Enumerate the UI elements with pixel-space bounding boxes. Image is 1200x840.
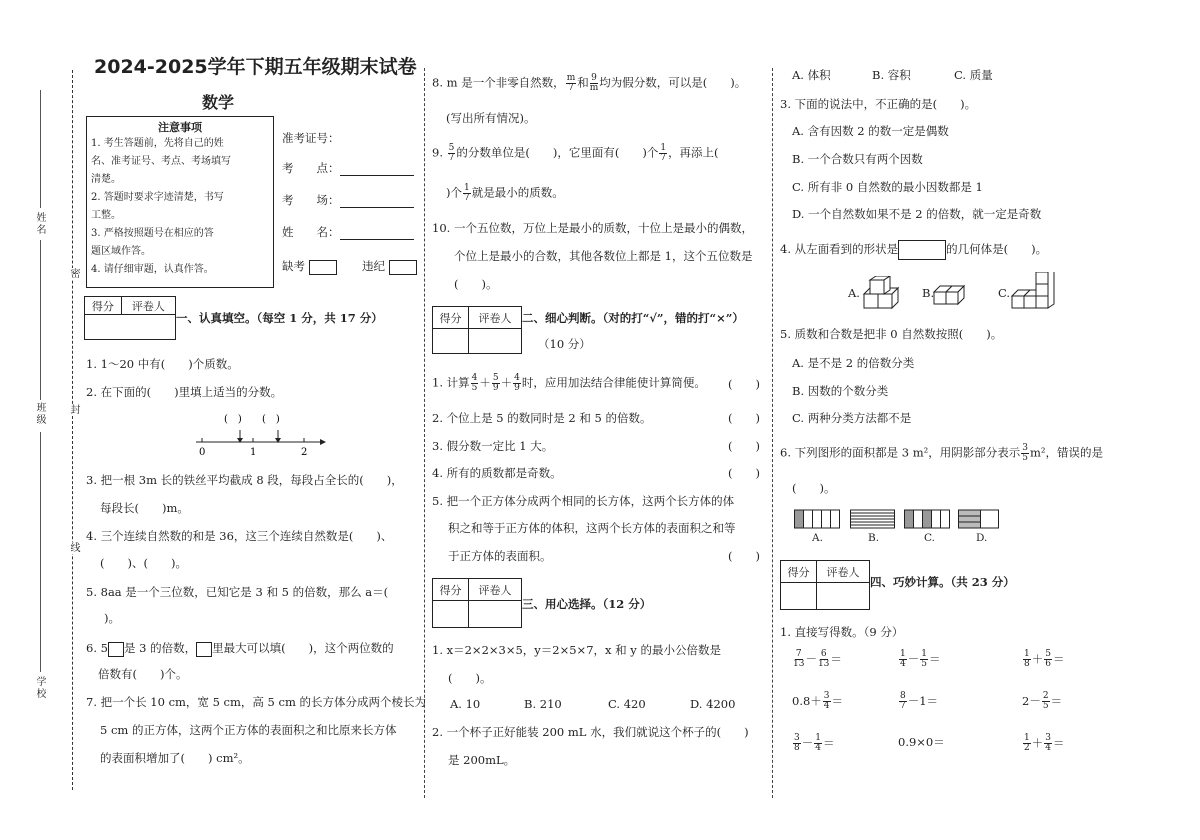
score-box-4	[780, 560, 870, 610]
judge-1: 1. 计算 $\frac{4}{5}$ ＋ $\frac{5}{9}$ ＋ $\frac{4}{9}$ 时，应用加法结合律能使计算简便。	[432, 373, 706, 393]
q4-line1: 4. 三个连续自然数的和是 36，这三个连续自然数是( )、	[86, 529, 393, 543]
q8-line2: (写出所有情况)。	[446, 111, 536, 125]
absent-field[interactable]: 缺考	[282, 258, 337, 275]
judge-1-answer[interactable]: ( )	[728, 377, 760, 391]
section-3-heading: 三、用心选择。（12 分）	[522, 597, 652, 611]
choice-6-stem: 6. 下列图形的面积都是 3 m²，用阴影部分表示 $\frac{3}{5}$ m²，错误的是	[780, 443, 1104, 463]
numline-tick-2: 2	[301, 447, 308, 458]
seal-mi: 密	[68, 268, 79, 280]
calc-title: 1. 直接写得数。（9 分）	[780, 625, 904, 639]
notice-item: 2. 答题时要求字迹清楚，书写	[91, 192, 224, 203]
choice-1-option-a[interactable]: A. 10	[450, 697, 481, 711]
choice-3-stem: 3. 下面的说法中，不正确的是( )。	[780, 97, 977, 111]
numline-blank-2: ( )	[262, 414, 280, 425]
choice-3-option-d[interactable]: D. 一个自然数如果不是 2 的倍数，就一定是奇数	[792, 207, 1042, 221]
q2: 2. 在下面的( )里填上适当的分数。	[86, 385, 283, 399]
choice-5-stem: 5. 质数和合数是把非 0 自然数按照( )。	[780, 327, 1003, 341]
grader-label: 评卷人	[468, 579, 521, 601]
judge-5-line2: 积之和等于正方体的体积，这两个长方体的表面积之和等	[448, 521, 736, 535]
choice-3-option-a[interactable]: A. 含有因数 2 的数一定是偶数	[792, 124, 949, 138]
judge-5-line3: 于正方体的表面积。	[448, 549, 552, 563]
score-label: 得分	[781, 561, 817, 583]
q6-line1: 6. 5 是 3 的倍数， 里最大可以填( )，这个两位数的	[86, 641, 394, 655]
judge-5-line1: 5. 把一个正方体分成两个相同的长方体，这两个长方体的体	[432, 494, 735, 508]
name-field[interactable]: 姓 名：	[282, 224, 414, 240]
q7-line2: 5 cm 的正方体，这两个正方体的表面积之和比原来长方体	[100, 723, 397, 737]
subject-title: 数学	[202, 93, 235, 112]
choice-2-line1: 2. 一个杯子正好能装 200 mL 水，我们就说这个杯子的( )	[432, 725, 749, 739]
choice-2-option-c[interactable]: C. 质量	[954, 68, 993, 82]
grader-label: 评卷人	[468, 307, 521, 329]
number-line	[190, 408, 330, 458]
notice-item: 3. 严格按照题号在相应的答	[91, 228, 214, 239]
numline-tick-0: 0	[199, 447, 206, 458]
center-field[interactable]: 考 点：	[282, 160, 414, 176]
calc-grid	[792, 650, 1082, 770]
choice-2-option-a[interactable]: A. 体积	[792, 68, 831, 82]
score-label: 得分	[433, 579, 469, 601]
calc-item: 0.9×0＝	[898, 735, 945, 749]
score-label: 得分	[433, 307, 469, 329]
column-separator	[424, 68, 425, 798]
side-label-class: 班级	[34, 402, 45, 426]
section-2-heading: 二、细心判断。（对的打“√”，错的打“×”）	[522, 311, 744, 325]
notice-box	[86, 116, 274, 288]
q10-line1: 10. 一个五位数，万位上是最小的质数，十位上是最小的偶数，	[432, 221, 753, 235]
calc-item: $\frac{7}{13}$ － $\frac{6}{13}$ ＝	[793, 649, 842, 669]
calc-item: 0.8＋ $\frac{3}{4}$ ＝	[792, 691, 844, 711]
notice-heading: 注意事项	[158, 121, 202, 134]
calc-item: $\frac{1}{4}$ － $\frac{1}{5}$ ＝	[900, 649, 941, 669]
q3-line2: 每段长( )m。	[100, 501, 189, 515]
choice-6-option-c[interactable]: C.	[924, 532, 935, 544]
side-line	[40, 90, 41, 208]
column-separator	[772, 68, 773, 798]
seal-feng: 封	[68, 404, 79, 416]
choice-4-option-a[interactable]: A.	[848, 286, 860, 300]
room-field[interactable]: 考 场：	[282, 192, 414, 208]
choice-1-option-c[interactable]: C. 420	[608, 697, 646, 711]
choice-6-option-a[interactable]: A.	[812, 532, 823, 544]
notice-item: 1. 考生答题前，先将自己的姓	[91, 138, 224, 149]
calc-item: $\frac{3}{8}$ － $\frac{1}{4}$ ＝	[794, 733, 835, 753]
choice-1-option-d[interactable]: D. 4200	[690, 697, 736, 711]
grader-label: 评卷人	[121, 297, 175, 315]
cube-figure-b-icon	[932, 280, 972, 310]
q9-line2: )个 $\frac{1}{7}$ 就是最小的质数。	[446, 183, 564, 203]
choice-1-line1: 1. x＝2×2×3×5，y＝2×5×7，x 和 y 的最小公倍数是	[432, 643, 721, 657]
judge-4: 4. 所有的质数都是奇数。	[432, 466, 562, 480]
digit-box	[196, 642, 212, 657]
numline-blank-1: ( )	[224, 414, 242, 425]
calc-item: 2－ $\frac{2}{5}$ ＝	[1022, 691, 1063, 711]
q3-line1: 3. 把一根 3m 长的铁丝平均截成 8 段，每段占全长的( )，	[86, 473, 403, 487]
shape-view-box	[898, 240, 946, 260]
choice-4-option-b[interactable]: B.	[922, 286, 935, 300]
judge-3: 3. 假分数一定比 1 大。	[432, 439, 554, 453]
q5-line1: 5. 8aa 是一个三位数，已知它是 3 和 5 的倍数，那么 a＝(	[86, 585, 389, 599]
grader-label: 评卷人	[816, 561, 869, 583]
ticket-label: 准考证号：	[282, 131, 340, 145]
judge-2: 2. 个位上是 5 的数同时是 2 和 5 的倍数。	[432, 411, 652, 425]
seal-xian: 线	[68, 542, 79, 554]
choice-5-option-a[interactable]: A. 是不是 2 的倍数分类	[792, 356, 915, 370]
section-2-points: （10 分）	[538, 337, 591, 351]
judge-2-answer[interactable]: ( )	[728, 411, 760, 425]
choice-1-line2: ( )。	[448, 671, 492, 685]
choice-3-option-b[interactable]: B. 一个合数只有两个因数	[792, 152, 923, 166]
q7-line3: 的表面积增加了( ) cm²。	[100, 751, 250, 765]
q8-line1: 8. m 是一个非零自然数， $\frac{m}{7}$ 和 $\frac{9}{m}$ 均为假分数，可以是( )。	[432, 73, 747, 93]
q10-line3: ( )。	[454, 277, 498, 291]
score-box-2	[432, 306, 522, 354]
q1: 1. 1～20 中有( )个质数。	[86, 357, 239, 371]
side-line	[40, 240, 41, 400]
section-4-heading: 四、巧妙计算。（共 23 分）	[870, 575, 1015, 589]
q4-line2: ( )、( )。	[100, 556, 187, 570]
score-box-1	[84, 296, 176, 340]
notice-item: 名、准考证号、考点、考场填写	[91, 156, 231, 167]
violation-field[interactable]: 违纪	[362, 258, 417, 275]
notice-items	[87, 135, 273, 279]
notice-item: 清楚。	[91, 174, 121, 185]
judge-5-answer[interactable]: ( )	[728, 549, 760, 563]
choice-4-stem: 4. 从左面看到的形状是 的几何体是( )。	[780, 240, 1047, 260]
q10-line2: 个位上是最小的合数，其他各数位上都是 1，这个五位数是	[454, 249, 753, 263]
q7-line1: 7. 把一个长 10 cm，宽 5 cm，高 5 cm 的长方体分成两个棱长为	[86, 695, 427, 709]
choice-4-option-c[interactable]: C.	[998, 286, 1011, 300]
side-line	[40, 432, 41, 672]
digit-box	[108, 642, 124, 657]
side-label-school: 学校	[34, 676, 45, 700]
choice-2-option-b[interactable]: B. 容积	[872, 68, 911, 82]
score-label: 得分	[85, 297, 122, 315]
calc-item: $\frac{8}{7}$ －1＝	[900, 691, 939, 711]
side-label-name: 姓名	[34, 212, 45, 236]
judge-4-answer[interactable]: ( )	[728, 466, 760, 480]
q9-line1: 9. $\frac{5}{7}$ 的分数单位是( )，它里面有( )个 $\frac{1}{7}$ ，再添上(	[432, 143, 719, 163]
section-1-heading: 一、认真填空。（每空 1 分，共 17 分）	[176, 311, 383, 325]
cube-figure-a-icon	[862, 276, 908, 312]
judge-3-answer[interactable]: ( )	[728, 439, 760, 453]
calc-item: $\frac{1}{2}$ ＋ $\frac{3}{4}$ ＝	[1024, 733, 1065, 753]
choice-5-option-b[interactable]: B. 因数的个数分类	[792, 384, 889, 398]
q6-line2: 倍数有( )个。	[98, 667, 188, 681]
choice-6-option-d[interactable]: D.	[976, 532, 988, 544]
choice-6-option-b[interactable]: B.	[868, 532, 880, 544]
exam-title: 2024-2025学年下期五年级期末试卷	[94, 56, 417, 78]
notice-item: 4. 请仔细审题，认真作答。	[91, 264, 214, 275]
score-box-3	[432, 578, 522, 628]
q5-line2: )。	[104, 611, 120, 625]
choice-6-paren: ( )。	[792, 481, 836, 495]
calc-item: $\frac{1}{8}$ ＋ $\frac{5}{6}$ ＝	[1024, 649, 1065, 669]
choice-5-option-c[interactable]: C. 两种分类方法都不是	[792, 411, 912, 425]
notice-item: 题区域作答。	[91, 246, 151, 257]
choice-2-line2: 是 200mL。	[448, 753, 516, 767]
area-figures	[794, 508, 1004, 530]
choice-3-option-c[interactable]: C. 所有非 0 自然数的最小因数都是 1	[792, 180, 983, 194]
notice-item: 工整。	[91, 210, 121, 221]
seal-line	[72, 70, 73, 790]
choice-1-option-b[interactable]: B. 210	[524, 697, 562, 711]
cube-figure-c-icon	[1010, 272, 1060, 314]
numline-tick-1: 1	[250, 447, 257, 458]
